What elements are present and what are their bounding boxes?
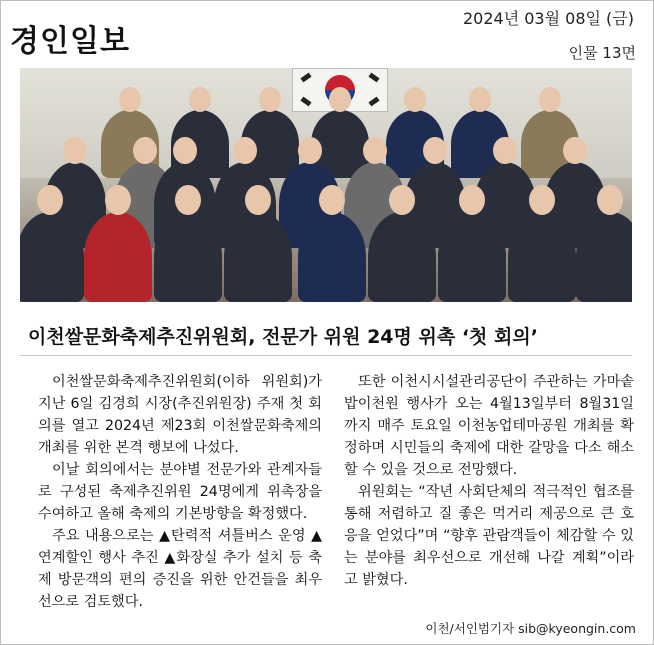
person-head [423,137,447,165]
article-headline: 이천쌀문화축제추진위원회, 전문가 위원 24명 위촉 ‘첫 회의’ [28,326,538,348]
person-head [319,185,345,215]
reporter-credit: 이천/서인범기자 sib@kyeongin.com [425,621,636,636]
person-head [37,185,63,215]
group-photo [20,68,632,302]
person-head [529,185,555,215]
person-figure [368,212,436,302]
person-figure [20,212,84,302]
person-figure [576,212,632,302]
article-paragraph: 주요 내용으로는 ▲탄력적 셔틀버스 운영 ▲연계할인 행사 추진 ▲화장실 추가 설치 등 축제 방문객의 편의 증진을 위한 안건들을 최우선으로 검토했다. [38,528,322,610]
article-column-right [344,371,634,591]
person-head [363,137,387,165]
article-paragraph: 위원회는 “작년 사회단체의 적극적인 협조를 통해 저렴하고 질 좋은 먹거리 제공으로 큰 호응을 얻었다”며 “향후 관람객들이 체감할 수 있는 분야를 최우선으로 개선해 나갈 계획”이라고 밝혔다. [344,484,634,588]
article-column-left [38,371,322,613]
person-head [175,185,201,215]
person-figure [508,212,576,302]
article-paragraph: 또한 이천시시설관리공단이 주관하는 가마솥밥이천원 행사가 오는 4월13일부터 8월31일까지 매주 토요일 이천농업테마공원 개최를 확정하며 시민들의 축제에 대한 갈망을 다소 해소할 수 있을 것으로 전망했다. [344,374,634,478]
article-paragraph: 이날 회의에서는 분야별 전문가와 관계자들로 구성된 축제추진위원 24명에게 위촉장을 수여하고 올해 축제의 기본방향을 확정했다. [38,462,322,522]
person-head [245,185,271,215]
person-figure [224,212,292,302]
person-head [298,137,322,165]
person-figure [154,212,222,302]
person-head [597,185,623,215]
person-figure [298,212,366,302]
person-head [133,137,157,165]
trigram-mark [368,97,379,107]
headline-divider [20,355,632,356]
person-head [63,137,87,165]
section-page: 인물 13면 [568,44,636,62]
person-head [459,185,485,215]
person-figure [438,212,506,302]
person-head [173,137,197,165]
person-head [493,137,517,165]
trigram-mark [300,97,311,107]
article-paragraph: 이천쌀문화축제추진위원회(이하 위원회)가 지난 6일 김경희 시장(추진위원장) 주재 첫 회의를 열고 2024년 제23회 이천쌀문화축제의 개최를 위한 본격 행보에 나섰다. [38,374,322,456]
person-head [105,185,131,215]
publication-date: 2024년 03월 08일 (금) [462,9,634,28]
newspaper-masthead: 경인일보 [10,24,130,59]
person-head [563,137,587,165]
person-head [389,185,415,215]
trigram-mark [300,73,311,83]
trigram-mark [368,73,379,83]
person-figure [84,212,152,302]
person-head [233,137,257,165]
